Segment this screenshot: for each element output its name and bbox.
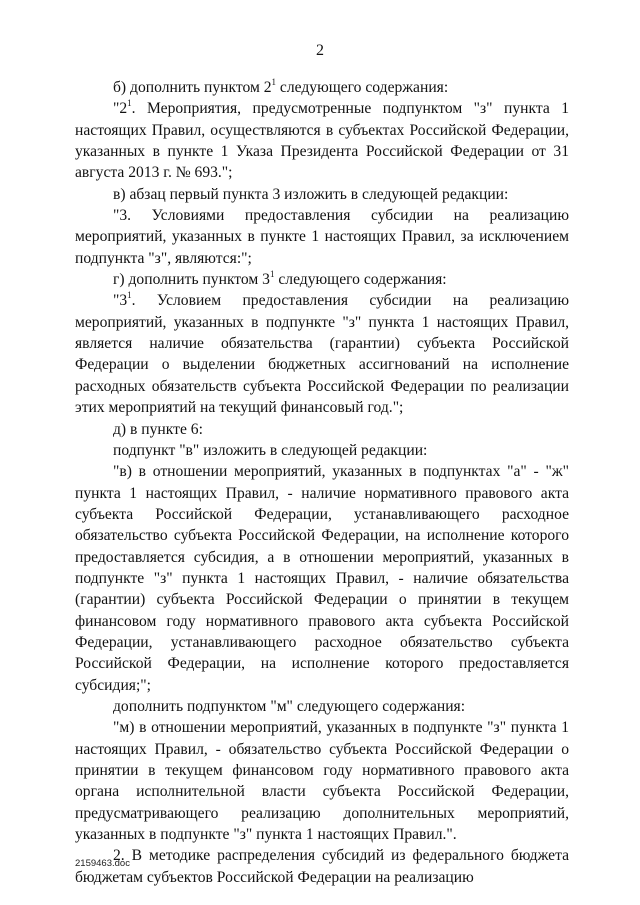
paragraph-text: "3. Условиями предоставления субсидии на реализацию мероприятий, указанных в пункте 1 настоящих Правил, за исключением подпункта "з", являются:";: [75, 207, 569, 267]
paragraph-methodology: [75, 845, 569, 888]
page-number: 2: [316, 42, 324, 59]
paragraph-text: "2: [113, 100, 128, 118]
paragraph-amend-point-3: [75, 184, 569, 205]
paragraph-text: дополнить подпунктом "м" следующего содержания:: [113, 697, 466, 715]
paragraph-subpoint-m: [75, 717, 569, 845]
paragraph-text: б) дополнить пунктом 2: [113, 79, 272, 96]
paragraph-text: 2. В методике распределения субсидий из федерального бюджета бюджетам субъектов Российской Федерации на реализацию: [75, 847, 569, 886]
paragraph-text: следующего содержания:: [274, 271, 447, 289]
paragraph-text: следующего содержания:: [276, 79, 449, 96]
superscript: 1: [127, 98, 132, 109]
paragraph-subpoint-v-intro: [75, 440, 569, 461]
paragraph-text: "в) в отношении мероприятий, указанных в подпунктах "а" - "ж" пункта 1 настоящих Правил, - наличие нормативного правового акта субъекта Российской Федерации, устанавливающего расходное обязательство субъекта Российской Федерации, на исполнение которого предоставляется субсидия, а в отношении мероприятий, указанных в подпункте "з" пункта 1 настоящих Правил, - наличие обязательства (гарантии) субъекта Российской Федерации о принятии в текущем финансовом году нормативного правового акта субъекта Российской Федерации, устанавливающего расходное обязательство субъекта Российской Федерации, на исполнение которого предоставляется субсидия;";: [75, 463, 569, 694]
paragraph-text: . Условием предоставления субсидии на реализацию мероприятий, указанных в подпункте "з" пункта 1 настоящих Правил, является наличие обязательства (гарантии) субъекта Российской Федерации о выделении бюджетных ассигнований на исполнение расходных обязательств субъекта Российской Федерации по реализации этих мероприятий на текущий финансовый год.";: [75, 292, 569, 417]
superscript: 1: [271, 76, 277, 87]
paragraph-point-2-1: [75, 98, 569, 183]
superscript: 1: [269, 268, 275, 279]
paragraph-text: в) абзац первый пункта 3 изложить в следующей редакции:: [113, 185, 509, 203]
paragraph-text: "3: [113, 292, 128, 310]
paragraph-subpoint-v: [75, 461, 569, 696]
paragraph-add-subpoint-m: [75, 696, 569, 717]
superscript: 1: [127, 290, 132, 301]
paragraph-text: . Мероприятия, предусмотренные подпунктом "з" пункта 1 настоящих Правил, осуществляются в субъектах Российской Федерации, указанных в пункте 1 Указа Президента Российской Федерации от 31 августа 2013 г. № 693.";: [75, 100, 569, 182]
paragraph-text: "м) в отношении мероприятий, указанных в подпункте "з" пункта 1 настоящих Правил, - обязательство субъекта Российской Федерации о принятии в текущем финансовом году нормативного правового акта органа исполнительной власти субъекта Российской Федерации, предусматривающего реализацию дополнительных мероприятий, указанных в подпункте "з" пункта 1 настоящих Правил.".: [75, 719, 569, 844]
paragraph-add-point-2-1: [75, 77, 569, 98]
document-body: [75, 77, 569, 888]
footer-filename: 2159463.doc: [75, 858, 130, 869]
paragraph-point-3: [75, 205, 569, 269]
paragraph-point-3-1: [75, 290, 569, 418]
paragraph-text: д) в пункте 6:: [113, 420, 203, 438]
paragraph-add-point-3-1: [75, 269, 569, 290]
paragraph-text: подпункт "в" изложить в следующей редакции:: [113, 441, 428, 459]
paragraph-text: г) дополнить пунктом 3: [113, 271, 270, 289]
paragraph-in-point-6: [75, 419, 569, 440]
